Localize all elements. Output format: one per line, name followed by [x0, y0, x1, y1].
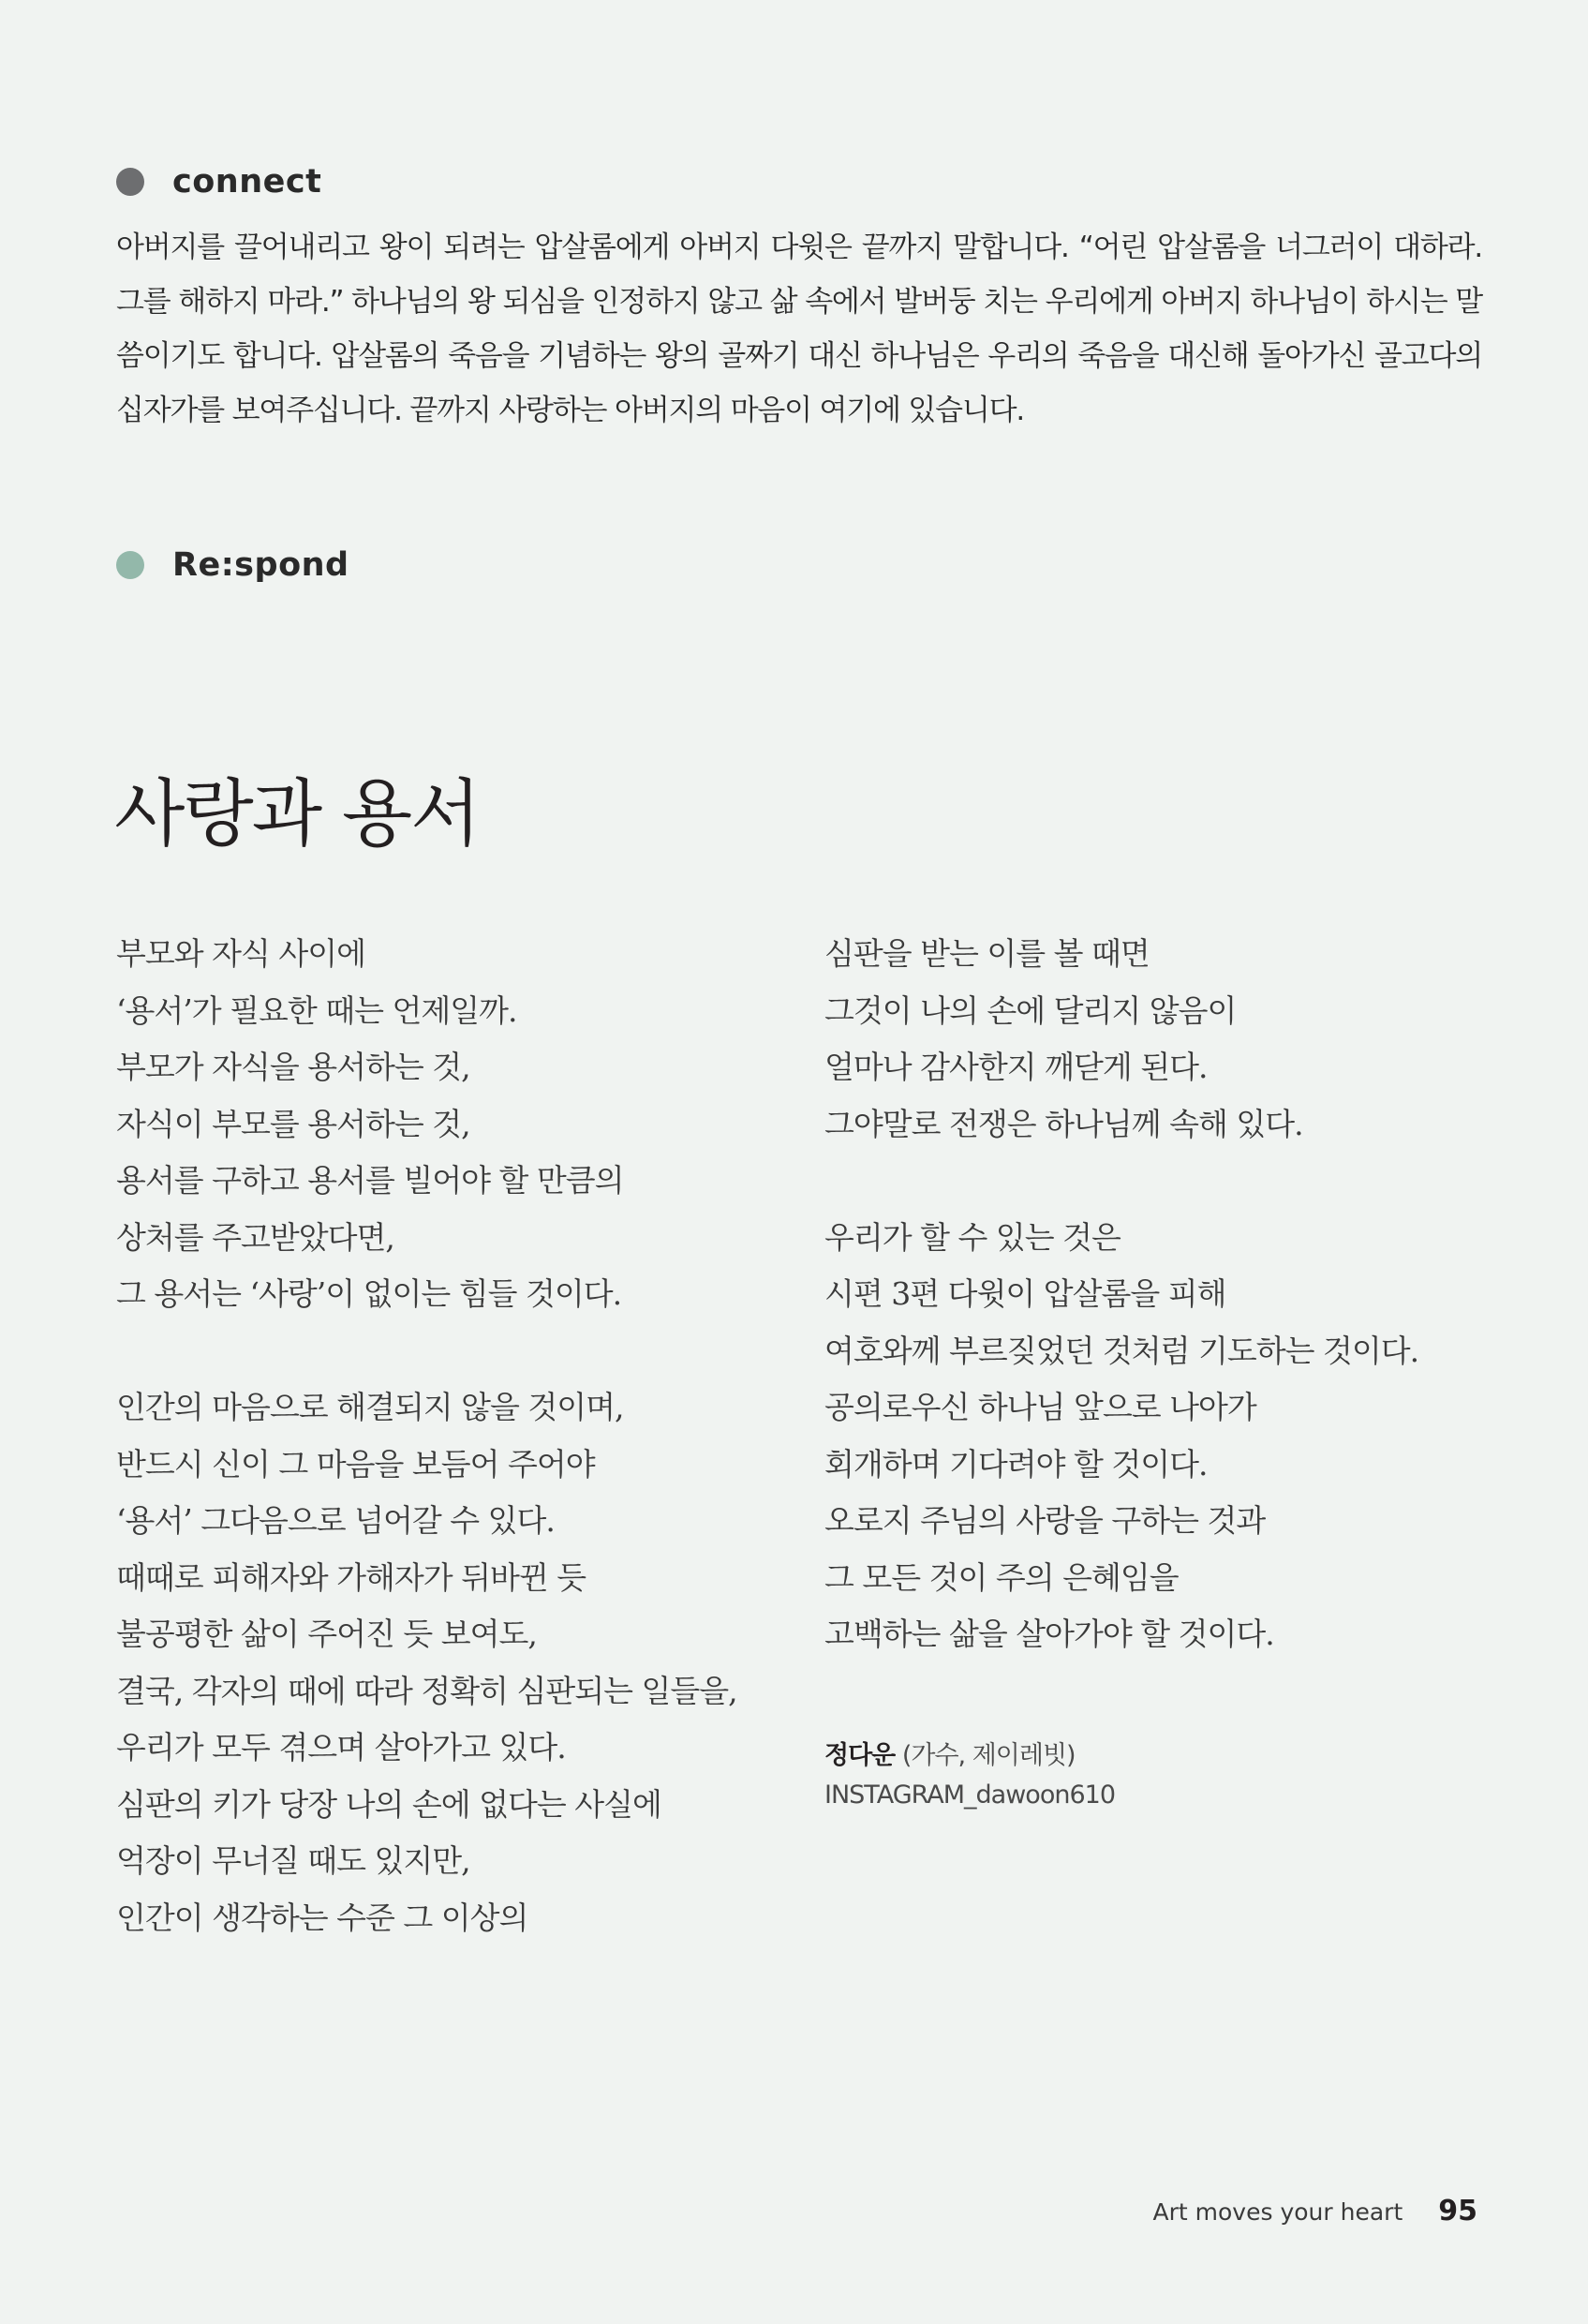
poem-line: 부모가 자식을 용서하는 것, — [116, 1049, 470, 1085]
connect-label: connect — [172, 163, 322, 201]
poem-line: 공의로우신 하나님 앞으로 나아가 — [824, 1389, 1256, 1425]
poem-line: 그야말로 전쟁은 하나님께 속해 있다. — [824, 1105, 1303, 1142]
poem-line: 억장이 무너질 때도 있지만, — [116, 1842, 470, 1879]
poem-line: 반드시 신이 그 마음을 보듬어 주어야 — [116, 1445, 595, 1482]
poem-line: 그것이 나의 손에 달리지 않음이 — [824, 991, 1237, 1029]
respond-bullet-icon — [116, 551, 144, 579]
poem-stanza-break — [116, 1323, 791, 1380]
poem-line: 회개하며 기다려야 할 것이다. — [824, 1445, 1208, 1482]
author-name: 정다운 — [824, 1741, 896, 1770]
poem-left-column — [116, 926, 791, 1946]
poem-line: 심판을 받는 이를 볼 때면 — [824, 935, 1150, 972]
poem-right-column — [824, 926, 1499, 1663]
connect-bullet-icon — [116, 168, 144, 196]
poem-line: 여호와께 부르짖었던 것처럼 기도하는 것이다. — [824, 1332, 1419, 1369]
connect-section-header — [116, 161, 321, 202]
poem-line: 부모와 자식 사이에 — [116, 935, 366, 972]
poem-line: 상처를 주고받았다면, — [116, 1218, 394, 1256]
page-number: 95 — [1438, 2195, 1477, 2227]
footer-tagline: Art moves your heart — [1152, 2198, 1403, 2226]
poem-line: ‘용서’가 필요한 때는 언제일까. — [116, 991, 517, 1029]
poem-line: 자식이 부모를 용서하는 것, — [116, 1105, 470, 1142]
poem-line: ‘용서’ 그다음으로 넘어갈 수 있다. — [116, 1502, 555, 1539]
poem-line: 그 용서는 ‘사랑’이 없이는 힘들 것이다. — [116, 1275, 622, 1312]
poem-line: 얼마나 감사한지 깨닫게 된다. — [824, 1049, 1208, 1085]
poem-line: 결국, 각자의 때에 따라 정확히 심판되는 일들을, — [116, 1672, 737, 1709]
poem-line: 우리가 할 수 있는 것은 — [824, 1218, 1121, 1256]
respond-section-header — [116, 544, 349, 586]
author-role: (가수, 제이레빗) — [901, 1741, 1076, 1770]
author-line — [824, 1736, 1115, 1776]
poem-line: 우리가 모두 겪으며 살아가고 있다. — [116, 1729, 566, 1765]
poem-line: 때때로 피해자와 가해자가 뒤바뀐 듯 — [116, 1558, 586, 1596]
poem-line: 인간이 생각하는 수준 그 이상의 — [116, 1899, 528, 1936]
poem-line: 고백하는 삶을 살아가야 할 것이다. — [824, 1616, 1274, 1652]
respond-label: Re:spond — [172, 546, 349, 584]
author-credit — [824, 1736, 1115, 1815]
poem-line: 심판의 키가 당장 나의 손에 없다는 사실에 — [116, 1785, 661, 1823]
poem-stanza-break — [824, 1153, 1499, 1210]
poem-line: 용서를 구하고 용서를 빌어야 할 만큼의 — [116, 1162, 624, 1199]
poem-line: 불공평한 삶이 주어진 듯 보여도, — [116, 1616, 537, 1652]
page-footer — [1153, 2195, 1477, 2227]
poem-line: 그 모든 것이 주의 은혜임을 — [824, 1558, 1179, 1596]
author-instagram: INSTAGRAM_dawoon610 — [824, 1780, 1115, 1810]
poem-line: 시편 3편 다윗이 압살롬을 피해 — [824, 1275, 1226, 1312]
poem-line: 인간의 마음으로 해결되지 않을 것이며, — [116, 1389, 624, 1425]
poem-title: 사랑과 용서 — [114, 772, 480, 857]
connect-body-text: 아버지를 끌어내리고 왕이 되려는 압살롬에게 아버지 다윗은 끝까지 말합니다. “어린 압살롬을 너그러이 대하라. 그를 해하지 마라.” 하나님의 왕 되심을 인정하지 않고 삶 속에서 발버둥 치는 우리에게 아버지 하나님이 하시는 말씀이기도 합니다. 압살롬의 죽음을 기념하는 왕의 골짜기 대신 하나님은 우리의 죽음을 대신해 돌아가신 골고다의 십자가를 보여주십니다. 끝까지 사랑하는 아버지의 마음이 여기에 있습니다. — [116, 231, 1482, 427]
poem-line: 오로지 주님의 사랑을 구하는 것과 — [824, 1502, 1266, 1539]
